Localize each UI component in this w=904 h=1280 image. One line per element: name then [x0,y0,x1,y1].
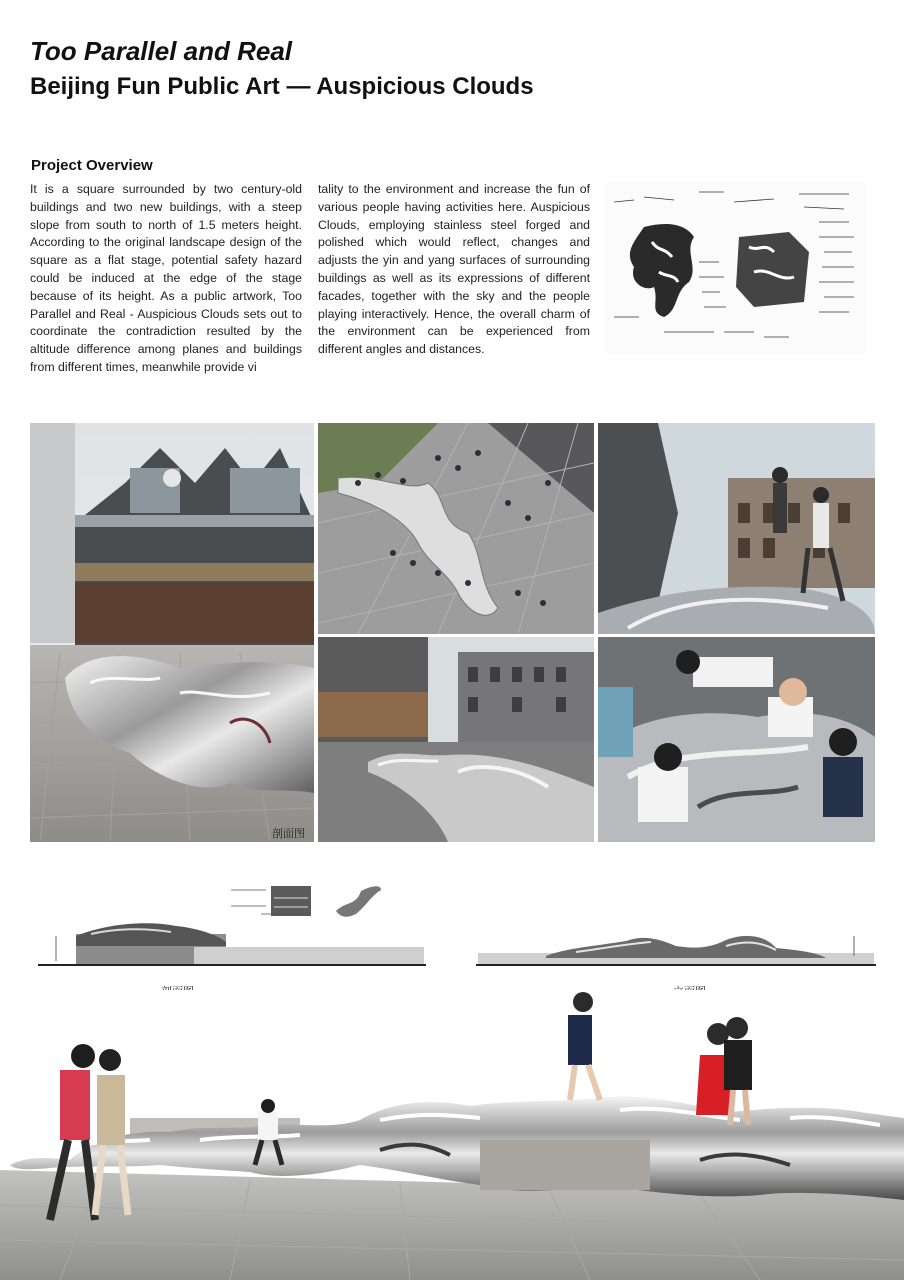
page-title: Too Parallel and Real [30,36,293,66]
page-subtitle: Beijing Fun Public Art — Auspicious Clouds [30,73,534,100]
photo-children-on-sculpture [598,423,875,634]
photo-aerial-view [318,423,594,634]
overview-text-column-2: tality to the environment and increase the fun of various people having activities here. Auspicious Clouds, employing stainless steel forged and polished which would reflect, changes and adjusts the yin and yang surfaces of surrounding buildings as well as its expressions of different facades, together with the sky and the people playing interactively. Hence, the overall charm of the environment can be experienced from different angles and distances. [318,182,590,357]
photo-caption: 剖面图 [272,828,305,840]
photo-sculpture-panorama [0,990,904,1280]
photo-sculpture-plaza [318,637,594,842]
overview-text-column-1: It is a square surrounded by two century-old buildings and two new buildings, with a steep slope from south to north of 1.5 meters height. According to the original landscape design of the square as a flat stage, potential safety hazard could be induced at the edge of the stage because of its height. As a public artwork, Too Parallel and Real - Auspicious Clouds sets out to coordinate the contradiction resulted by the altitude difference among planes and buildings from different times, meanwhile provide vi [30,182,302,374]
photo-starbucks-square [30,423,314,842]
overview-heading: Project Overview [31,157,153,174]
photo-children-reflection [598,637,875,842]
concept-sketch [604,182,866,354]
elevation-drawing [476,926,876,970]
section-drawing [36,876,428,970]
